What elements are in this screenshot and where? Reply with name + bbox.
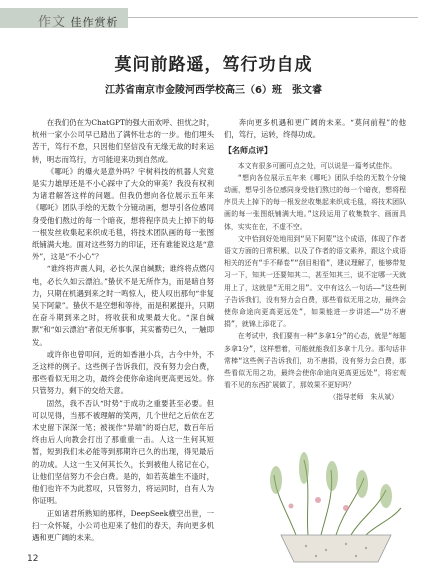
leaf-blob: [356, 470, 368, 498]
comment-paragraph: 在考试中，我们要有一种“多拿1分”的心态，就是“每题多拿1分”，这样想着，可能就能我们多拿十几分。那句话非常棒“这些例子告诉我们，功不唐捐，没有努力会白费，那些看似无用之功，最终会使你命途向更高更远处”，将宏观看不见的东西扩展做了，那效果不更好吗？: [224, 332, 406, 390]
body-paragraph-continued: 奔向更多机遇和更广阔的未来。“莫问前程”的他们，笃行，运转，终得功成。: [224, 118, 406, 140]
comment-paragraph: 本文有很多可圈可点之处，可以说是一篇考试佳作。: [237, 161, 397, 170]
body-paragraph: 固然，我不否认“时势”于成功之重要甚至必要。但可以见得，当那不被理解的笑两，几个世纪之后依在艺术史留下深深一笔；被视作“异端”的哥白尼，数百年后终由后人向教会打出了那重重一击。人这一生何其短暂，短到我们未必能等到那期许已久的出现，得见最后的功成。人这一生又何其长久，长到被他人铭记在心，让他们坚信努力不会白费。是的，如若英雄生不逢时，他们也许不为此惹叹，只管努力，将运同时，自有人为你证明。: [32, 398, 214, 506]
leaf-blob: [299, 452, 309, 484]
potted-plant-illustration: [256, 440, 416, 565]
body-paragraph: 或许你也曾叩问，近的如香港小兵，古今中外，不乏这样的例子。这些例子告诉我们，没有努力会白费，那些看似无用之功，最终会使你命途向更高更远处。你只管努力，剩下的交给天意。: [32, 349, 214, 396]
section-header: [0, 8, 427, 28]
article-title: 莫问前路遥，笃行功自成: [114, 55, 313, 75]
section-name: 佳作赏析: [70, 16, 119, 29]
teacher-comment: [224, 160, 406, 404]
page-number: 12: [27, 554, 39, 564]
leaf-blob: [270, 466, 282, 494]
header-divider: [128, 17, 418, 18]
flower-dot: [289, 504, 294, 509]
flower-dot: [315, 497, 321, 503]
comment-paragraph: 文中恰到好处地用到“吴下阿蒙”这个成语，体现了作者语文方面的日常积累，以及了作者的语文素养，跟这个成语相关的还有“手不释卷”“刮目相看”，建议理解了，能够带复习一下，知其一还要知其二，甚至知其三，说不定哪一天就用上了，这就是“无用之用”。文中有这么一句话——“这些例子告诉我们，没有努力会白费，那些看似无用之功，最终会使你命途向更高更远处”，如果能进一步讲述——“功不唐捐”，就锦上添花了。: [224, 234, 406, 329]
article-author: 江苏省南京市金陵河西学校高三（6）班 张文睿: [105, 85, 322, 96]
body-paragraph: 正如诸君所熟知的那样，DeepSeek横空出世，一扫一众怀疑，小公司也迎来了他们的春天，奔向更多机遇和更广阔的未来。: [32, 508, 214, 542]
flower-dot: [343, 505, 349, 511]
article-body-right-column: [224, 117, 406, 404]
article-body-left-column: [32, 117, 214, 544]
body-paragraph: “谁终将声震人间，必长久深自缄默；谁终将点燃闪电，必长久如云漂泊。”蛰伏不是无所作为，而是暗自努力，只期在机遇到来之时一鸣惊人，使人叹出那句“非复吴下阿蒙”。蛰伏不是空想和等待，而是积累提升，只期在奋斗期到来之时，将收获和成果最大化。“深自缄默”和“如云漂泊”者似无所事事，其实蓄势已久，一触即发。: [32, 264, 214, 347]
plant-pot: [281, 535, 391, 562]
leaf-blob: [326, 461, 338, 491]
body-paragraph: 在我们仍在为ChatGPT的强大而欢呼、担忧之时，杭州一家小公司早已踏出了满怀壮志的一步。他们埋头苦干，笃行不怠，只因他们坚信没有无缘无故的时来运转，明志而笃行，方可能迎来功到自然成。: [32, 118, 214, 164]
section-label: [38, 11, 119, 30]
body-paragraph: 《哪吒》的爆火是意外吗？宇树科技的机器人究竟是实力雄厚还是不小心踩中了大众的审美？我没有权利为诸君解答这样的问题。但我仍想向各位展示五年来《哪吒》团队手绘的无数个分镜动画，想导引各位感同身受他们熬过的每一个暗夜，想将程序员夫上掉下的每一根发丝收集起来织成毛毯，将技术团队画的每一张图纸铺满大地。面对这些努力的印证，还有谁能说这是“意外”，这是“不小心”？: [32, 166, 214, 262]
comment-paragraph: “想向各位展示五年来《哪吒》团队手绘的无数个分镜动画，想导引各位感同身受他们熬过的每一个暗夜，想将程序员夫上掉下的每一根发丝收集起来织成毛毯，将技术团队画的每一张图纸铺满大地。”这段运用了收集数字、画面具体，实实在在，不虚不空。: [224, 173, 406, 231]
section-big-char: 作文: [38, 15, 67, 30]
plant-leaf: [366, 508, 401, 535]
leaf-blob: [380, 484, 392, 508]
teacher-comment-heading: 【名师点评】: [224, 146, 272, 156]
advisor-signoff: （指导老师 朱从斌）: [329, 393, 398, 402]
